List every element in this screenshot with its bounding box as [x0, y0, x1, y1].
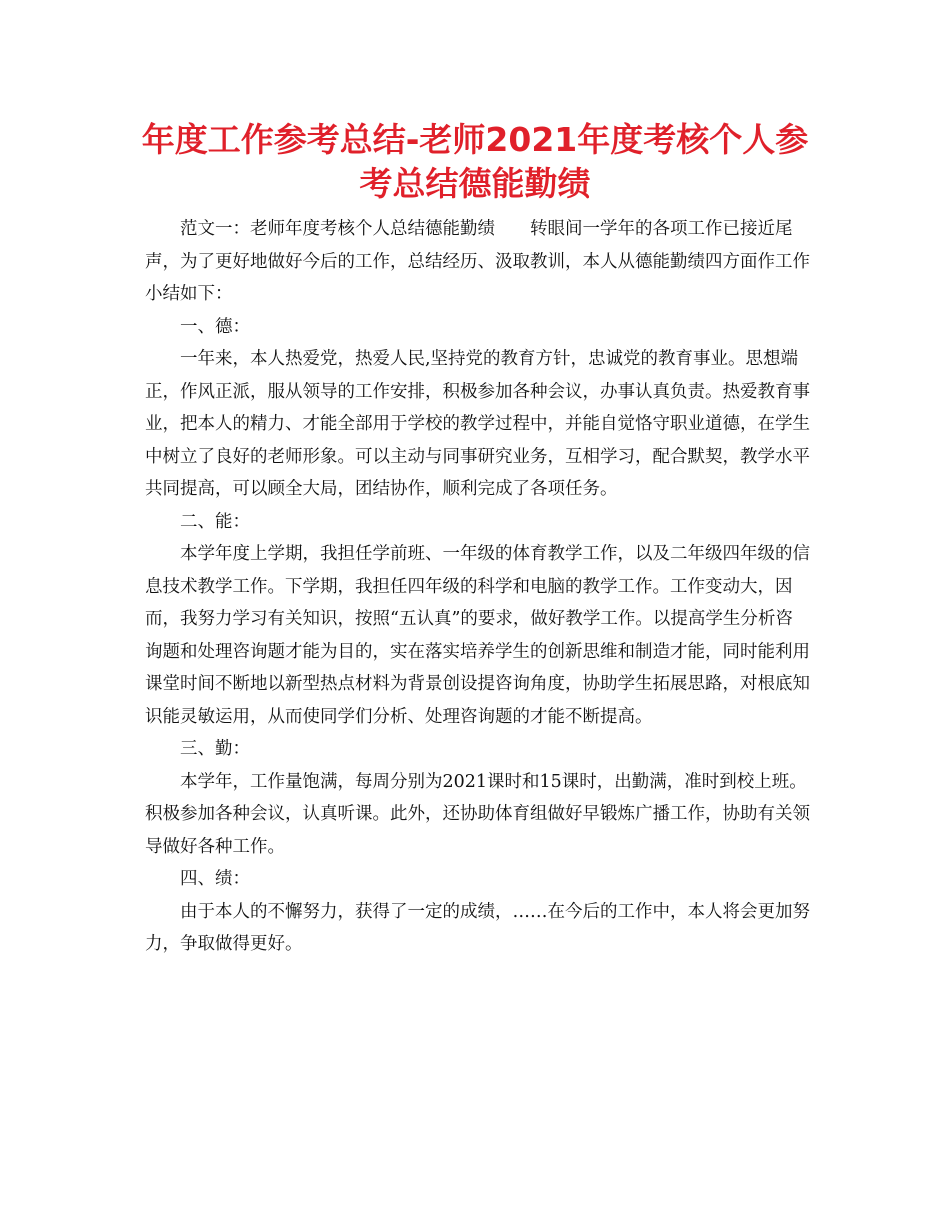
section-heading-ji: 四、绩： [180, 869, 250, 889]
paragraph-qin: 本学年，工作量饱满，每周分别为2021课时和15课时，出勤满，准时到校上班。积极参加各种会议，认真听课。此外，还协助体育组做好早锻炼广播工作，协助有关领导做好各种工作。 [145, 771, 810, 857]
paragraph-de: 一年来，本人热爱党，热爱人民,坚持党的教育方针，忠诚党的教育事业。思想端正，作风正派，服从领导的工作安排，积极参加各种会议，办事认真负责。热爱教育事业，把本人的精力、才能全部用于学校的教学过程中，并能自觉恪守职业道德，在学生中树立了良好的老师形象。可以主动与同事研究业务，互相学习，配合默契，教学水平共同提高，可以顾全大局，团结协作，顺利完成了各项任务。 [145, 349, 810, 499]
section-heading-qin: 三、勤： [180, 739, 250, 759]
document-title: 年度工作参考总结-老师2021年度考核个人参考总结德能勤绩 [141, 120, 809, 203]
paragraph-neng: 本学年度上学期，我担任学前班、一年级的体育教学工作，以及二年级四年级的信息技术教学工作。下学期，我担任四年级的科学和电脑的教学工作。工作变动大，因而，我努力学习有关知识，按照“五认真”的要求，做好教学工作。以提高学生分析咨询题和处理咨询题才能为目的，实在落实培养学生的创新思维和制造才能，同时能利用课堂时间不断地以新型热点材料为背景创设提咨询角度，协助学生拓展思路，对根底知识能灵敏运用，从而使同学们分析、处理咨询题的才能不断提高。 [145, 544, 810, 727]
section-heading-neng: 二、能： [180, 511, 250, 532]
paragraph-intro: 范文一：老师年度考核个人总结德能勤绩 转眼间一学年的各项工作已接近尾声，为了更好地做好今后的工作，总结经历、汲取教训，本人从德能勤绩四方面作工作小结如下： [145, 219, 810, 304]
document-body [145, 213, 810, 961]
section-heading-de: 一、德： [180, 316, 250, 337]
paragraph-ji: 由于本人的不懈努力，获得了一定的成绩，……在今后的工作中，本人将会更加努力，争取做得更好。 [145, 901, 810, 954]
